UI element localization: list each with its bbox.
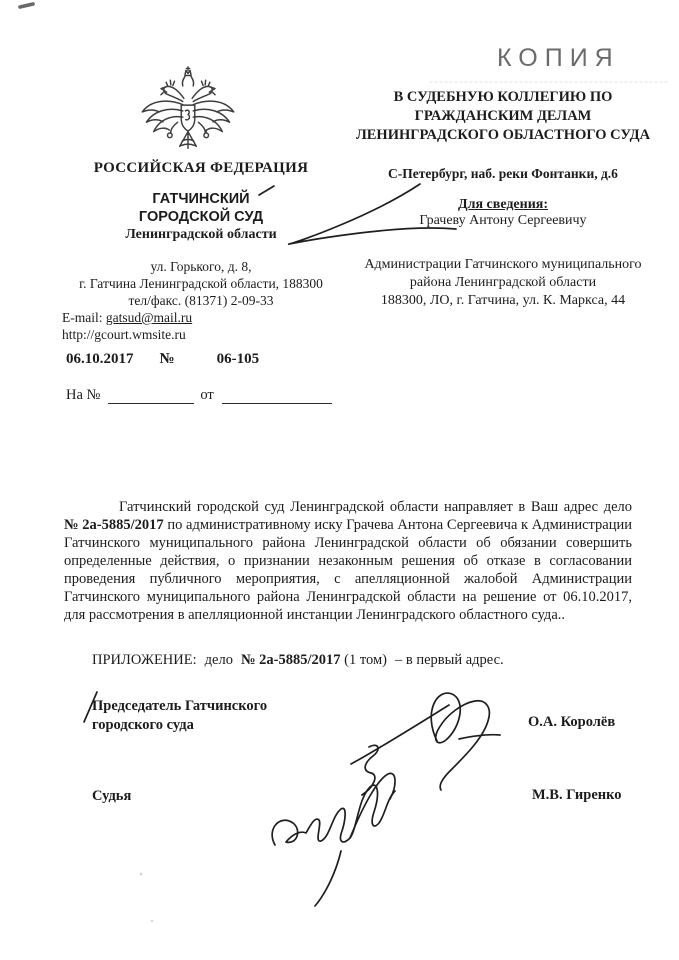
attachment-case-number: № 2а-5885/2017 — [240, 652, 341, 668]
address-line1: ул. Горького, д. 8, — [150, 259, 252, 274]
chairman-title-line2: городского суда — [92, 717, 194, 733]
court-region: Ленинградской области — [125, 227, 277, 242]
paper-speck — [140, 873, 143, 876]
email-line — [62, 309, 340, 326]
addressee-block — [338, 88, 668, 310]
website-line: http://gcourt.wmsite.ru — [62, 327, 186, 342]
email-address: gatsud@mail.ru — [105, 310, 193, 325]
scan-artifact-mark — [20, 4, 33, 7]
court-name-line2: ГОРОДСКОЙ СУД — [138, 209, 264, 225]
ref-number-blank — [108, 390, 194, 404]
attachment-label: ПРИЛОЖЕНИЕ: — [92, 652, 197, 668]
destination-court — [338, 88, 668, 145]
second-addressee-line1: Администрации Гатчинского муниципального — [364, 257, 642, 272]
ref-prefix: На № — [66, 387, 101, 403]
fyi-label: Для сведения: — [457, 197, 549, 212]
ref-from-label: от — [200, 387, 214, 403]
letter-date: 06.10.2017 — [66, 351, 134, 367]
attachment-volume: (1 том) — [344, 652, 387, 668]
body-text-part2: по административному иску Грачева Антона Сергеевича к Администрации Гатчинского муниципального района Ленинградской области об обязании совершить определенные действия, о признании незаконным решения об отказе в согласовании проведения публичного мероприятия, с апелляционной жалобой Администрации Гатчинского муниципального района Ленинградской области на решение от 06.10.2017, для рассмотрения в апелляционной инстанции Ленинградского областного суда.. — [64, 516, 632, 623]
destination-line2: ГРАЖДАНСКИМ ДЕЛАМ — [414, 108, 592, 124]
judge-name: М.В. Гиренко — [532, 787, 622, 803]
outgoing-date-row — [66, 351, 259, 368]
destination-address: С-Петербург, наб. реки Фонтанки, д.6 — [388, 166, 618, 181]
paper-speck — [151, 920, 153, 922]
case-number: № 2а-5885/2017 — [64, 516, 164, 533]
chairman-name: О.А. Королёв — [528, 714, 616, 730]
attachment-after: – в первый адрес. — [394, 652, 504, 668]
address-line2: г. Гатчина Ленинградской области, 188300 — [79, 276, 323, 291]
reference-row — [66, 387, 332, 404]
letter-body — [64, 498, 632, 624]
fyi-name: Грачеву Антону Сергеевичу — [419, 213, 587, 228]
second-addressee-line2: района Ленинградской области — [409, 275, 597, 290]
number-sign: № — [159, 351, 175, 367]
phone-line: тел/факс. (81371) 2-09-33 — [128, 293, 274, 308]
attachment-line — [92, 652, 504, 669]
destination-line3: ЛЕНИНГРАДСКОГО ОБЛАСТНОГО СУДА — [355, 127, 651, 143]
chairman-signature — [351, 693, 500, 795]
outgoing-number: 06-105 — [216, 351, 260, 367]
body-text-part1: Гатчинский городской суд Ленинградской области направляет в Ваш адрес дело — [119, 498, 632, 515]
chairman-title — [92, 697, 267, 735]
country-title: РОССИЙСКАЯ ФЕДЕРАЦИЯ — [93, 160, 309, 176]
court-address — [62, 258, 340, 343]
chairman-title-line1: Председатель Гатчинского — [92, 698, 268, 714]
email-label: E-mail: — [62, 310, 106, 325]
attachment-before: дело — [204, 652, 233, 668]
ref-date-blank — [222, 390, 332, 404]
sender-block — [62, 160, 340, 343]
destination-line1: В СУДЕБНУЮ КОЛЛЕГИЮ ПО — [393, 89, 613, 105]
judge-signature — [272, 773, 395, 906]
second-addressee-line3: 188300, ЛО, г. Гатчина, ул. К. Маркса, 44 — [380, 293, 626, 308]
judge-title: Судья — [92, 788, 132, 804]
copy-stamp: КОПИЯ — [497, 44, 620, 72]
court-name-line1: ГАТЧИНСКИЙ — [152, 191, 250, 207]
russia-coat-of-arms-icon — [136, 66, 240, 162]
second-addressee — [338, 256, 668, 310]
